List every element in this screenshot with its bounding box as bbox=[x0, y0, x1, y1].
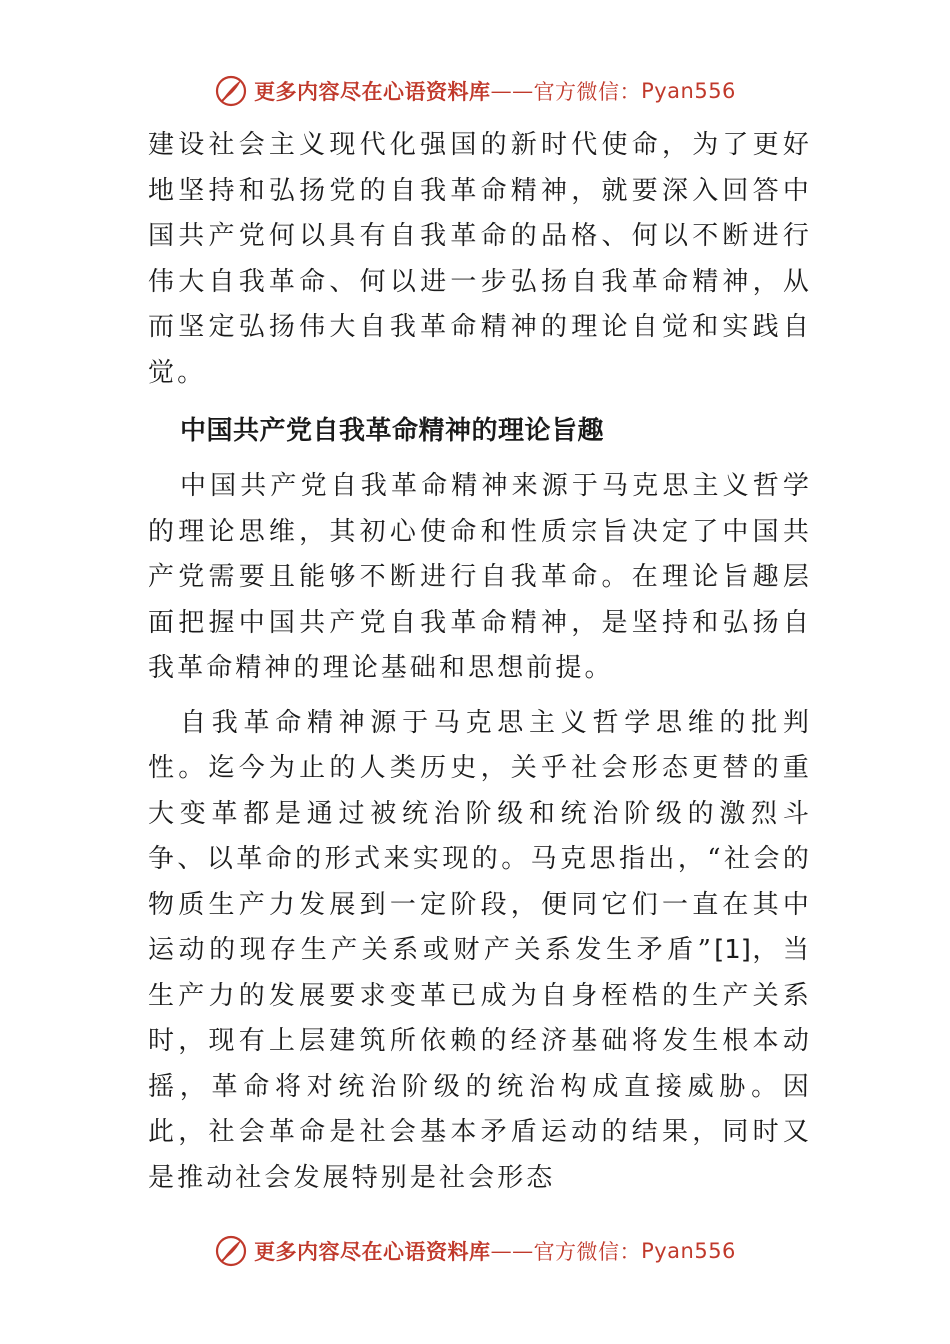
banner-wechat-id: Pyan556 bbox=[641, 1239, 736, 1263]
banner-brand: 更多内容尽在心语资料库 bbox=[254, 79, 491, 104]
footer-banner bbox=[0, 1234, 950, 1268]
section-heading: 中国共产党自我革命精神的理论旨趣 bbox=[180, 416, 605, 446]
paragraph-continuation: 建设社会主义现代化强国的新时代使命，为了更好地坚持和弘扬党的自我革命精神，就要深入回答中国共产党何以具有自我革命的品格、何以不断进行伟大自我革命、何以进一步弘扬自我革命精神，从而坚定弘扬伟大自我革命精神的理论自觉和实践自觉。 bbox=[148, 130, 812, 388]
banner-wechat-label: 官方微信： bbox=[533, 80, 642, 104]
banner-separator: —— bbox=[490, 1239, 534, 1263]
paragraph-critical-thinking bbox=[148, 701, 812, 1202]
quill-seal-icon bbox=[214, 74, 248, 108]
paragraph-text-before-ref: 自我革命精神源于马克思主义哲学思维的批判性。迄今为止的人类历史，关乎社会形态更替的重大变革都是通过被统治阶级和统治阶级的激烈斗争、以革命的形式来实现的。马克思指出，“社会的物质生产力发展到一定阶段，便同它们一直在其中运动的现存生产关系或财产关系发生矛盾” bbox=[148, 707, 812, 965]
banner-wechat-id: Pyan556 bbox=[641, 79, 736, 103]
header-banner bbox=[0, 74, 950, 108]
quill-seal-icon bbox=[214, 1234, 248, 1268]
document-body bbox=[148, 123, 812, 1201]
paragraph-text-after-ref: ，当生产力的发展要求变革已成为自身桎梏的生产关系时，现有上层建筑所依赖的经济基础将发生根本动摇，革命将对统治阶级的统治构成直接威胁。因此，社会革命是社会基本矛盾运动的结果，同时又是推动社会发展特别是社会形态 bbox=[148, 935, 812, 1193]
paragraph-intro: 中国共产党自我革命精神来源于马克思主义哲学的理论思维，其初心使命和性质宗旨决定了中国共产党需要且能够不断进行自我革命。在理论旨趣层面把握中国共产党自我革命精神，是坚持和弘扬自我革命精神的理论基础和思想前提。 bbox=[148, 471, 812, 683]
banner-brand: 更多内容尽在心语资料库 bbox=[254, 1239, 491, 1264]
footnote-reference: [1] bbox=[714, 935, 751, 965]
banner-wechat-label: 官方微信： bbox=[533, 1240, 642, 1264]
banner-separator: —— bbox=[490, 79, 534, 103]
